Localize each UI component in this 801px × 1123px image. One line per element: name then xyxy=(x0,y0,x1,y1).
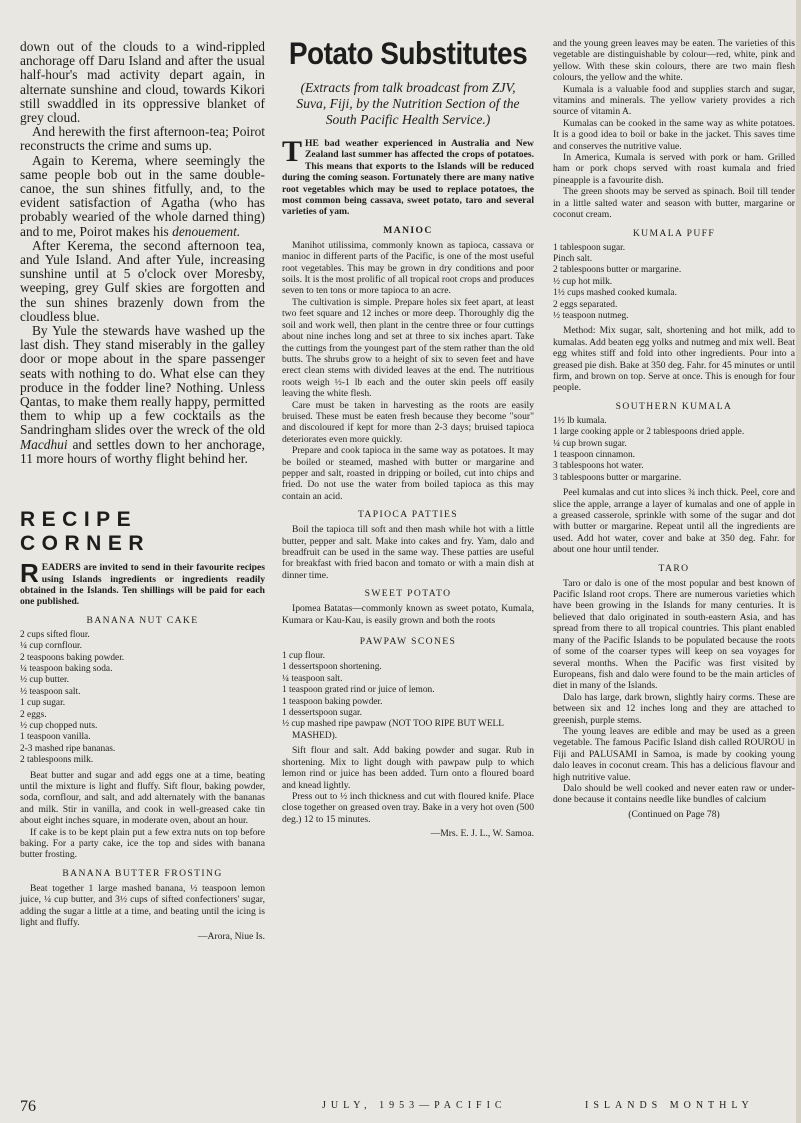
section-paragraph: Kumalas can be cooked in the same way as white potatoes. It is a good idea to boil or bake in the jacket. This saves time and conserves the nutritive value. xyxy=(553,117,795,152)
middle-column xyxy=(282,32,534,839)
recipe-credit: —Mrs. E. J. L., W. Samoa. xyxy=(430,828,534,840)
ingredient: 1 teaspoon grated rind or juice of lemon. xyxy=(282,685,435,696)
ingredient: 1 dessertspoon shortening. xyxy=(282,662,382,673)
left-column xyxy=(20,40,265,942)
page-number: 76 xyxy=(20,1098,36,1115)
section-paragraph: Boil the tapioca till soft and then mash while hot with a little butter, pepper and salt. Make into cakes and fry. Yam, dalo and breadfruit can be used in the same way. These patties are useful for breakfast with fried bacon and tomato or with a main dish at dinner time. xyxy=(282,524,534,581)
ingredient: 2 teaspoons baking powder. xyxy=(20,652,125,663)
method-paragraph: Sift flour and salt. Add baking powder and sugar. Rub in shortening. Mix to light dough with pawpaw pulp to which lemon rind or juice has been added. Turn onto a floured board and knead lightly. xyxy=(282,745,534,791)
method-paragraph: Beat butter and sugar and add eggs one at a time, beating until the mixture is light and fluffy. Sift flour, baking powder, soda, cornflour, and salt, and add alternately with the bananas and milk. Stir in vanilla, and cook in well-greased cake tin about eight inches square, in moderate oven, about an hour. xyxy=(20,769,265,827)
article-intro xyxy=(282,135,534,218)
ingredient: 3 tablespoons butter or margarine. xyxy=(553,472,682,483)
ingredient: 2 eggs separated. xyxy=(553,299,618,310)
ingredient: ½ cup mashed ripe pawpaw (NOT TOO RIPE BUT WELL MASHED). xyxy=(282,719,504,741)
ingredient: ½ cup chopped nuts. xyxy=(20,720,98,731)
section-paragraph: Prepare and cook tapioca in the same way as potatoes. It may be boiled or steamed, mashed with butter or margarine and pepper and salt, roasted in dripping or boiled, cut into chips and fried. Do not use the water from boiled tapioca as this may contain an acid. xyxy=(282,445,534,502)
right-column xyxy=(553,38,795,820)
section-paragraph: Manihot utilissima, commonly known as tapioca, cassava or manioc in different parts of the Pacific, is one of the most useful root vegetables. This may be grown in dry conditions and poor soils. It is the most prolific of all tropical root crops and produces seven to ten tons or more tapioca to an acre. xyxy=(282,239,534,297)
story-paragraph: And herewith the first afternoon-tea; Poirot reconstructs the crime and sums up. xyxy=(20,124,265,154)
ingredient: 1½ lb kumala. xyxy=(553,415,607,426)
section-title: TARO xyxy=(658,562,690,574)
ingredient: 2 eggs. xyxy=(20,709,47,720)
ingredient: 2 cups sifted flour. xyxy=(20,629,90,640)
story-paragraph: down out of the clouds to a wind-rippled anchorage off Daru Island and after the usual half-hour's mad activity depart again, in alternate sunshine and cloud, towards Kikori still swaddled in its oppressive blanket of grey cloud. xyxy=(20,39,265,126)
story-paragraph xyxy=(20,324,265,466)
ingredient: 2 tablespoons milk. xyxy=(20,755,94,766)
method-paragraph: If cake is to be kept plain put a few extra nuts on top before baking. For a party cake, ice the top and sides with banana butter frosting. xyxy=(20,826,265,861)
ingredient-list xyxy=(282,651,534,742)
section-paragraph: Taro or dalo is one of the most popular and best known of Pacific Island root crops. There are numerous varieties which have been growing in the Islands for many centuries. It is believed that dalo originated in south-eastern Asia, and has spread from there to all tropical countries. This plant enabled many of the Pacific Islands to be populated because the roots of some of the coarser types will keep on sea voyages for several months. When the Pacific was first visited by Europeans, fish and dalo were found to be the main articles of diet in many of the Islands. xyxy=(553,577,795,692)
story-italic: Macdhui xyxy=(20,436,68,452)
section-title: SWEET POTATO xyxy=(364,588,452,600)
ingredient: ½ cup hot milk. xyxy=(553,276,613,287)
recipe-corner-intro xyxy=(20,558,265,608)
recipe-method xyxy=(20,770,265,861)
ingredient: 1 teaspoon baking powder. xyxy=(282,696,383,707)
section-paragraph: The green shoots may be served as spinach. Boil till tender in a little salted water and season with butter, margarine or coconut cream. xyxy=(553,186,795,221)
page-edge xyxy=(796,0,801,1123)
section-title: MANIOC xyxy=(383,224,433,236)
section-paragraph: Kumala is a valuable food and supplies starch and sugar, vitamins and minerals. The yellow variety provides a rich source of vitamin A. xyxy=(553,83,795,118)
section-paragraph: Ipomea Batatas—commonly known as sweet potato, Kumala, Kumara or Kau-Kau, is easily grown and both the roots xyxy=(282,603,534,626)
recipe-title: KUMALA PUFF xyxy=(632,227,716,239)
story-paragraph xyxy=(20,154,265,239)
section-paragraph: The cultivation is simple. Prepare holes six feet apart, at least two feet square and 12 inches or more deep. Thoroughly dig the soil and work well, then plant in the centre three or four cuttings about nine inches long and set at three to six inches apart. Take the cuttings from the youngest part of the stem rather than the old butts. The shrubs grow to a height of six to seven feet and have erect clean stems with divided leaves at the end. The nutritious roots weigh ½-1 lb each and the outer skin peels off easily leaving the white flesh. xyxy=(282,296,534,400)
footer-publication-name: ISLANDS MONTHLY xyxy=(585,1100,754,1111)
ingredient: 1 large cooking apple or 2 tablespoons dried apple. xyxy=(553,427,745,438)
ingredient: 2 tablespoons butter or margarine. xyxy=(553,265,682,276)
ingredient: 1½ cups mashed cooked kumala. xyxy=(553,288,677,299)
section-paragraph: and the young green leaves may be eaten. The varieties of this vegetable are distinguishable by colour—red, white, pink and yellow. With these skin colours, there are two main flesh colours, the yellow and the white. xyxy=(553,38,795,84)
intro-text: EADERS are invited to send in their favourite recipes using Islands ingredients or ingredients readily obtained in the Islands. Ten shillings will be paid for each one published. xyxy=(20,562,265,608)
section-paragraph: Dalo should be well cooked and never eaten raw or under-done because it contains needle like bundles of calcium xyxy=(553,782,795,806)
intro-text: HE bad weather experienced in Australia and New Zealand last summer has affected the crops of potatoes. This means that exports to the Islands will be reduced during the coming season. Fortunately there are many native root vegetables which may be used to replace potatoes, the most common being cassava, sweet potato, taro and several varieties of yam. xyxy=(282,138,534,218)
ingredient-list xyxy=(20,630,265,767)
ingredient: 2-3 mashed ripe bananas. xyxy=(20,743,116,754)
article-title: Potato Substitutes xyxy=(288,36,528,71)
ingredient: ½ cup butter. xyxy=(20,675,69,686)
story-paragraph: After Kerema, the second afternoon tea, and Yule Island. And after Yule, increasing sunshine until at 5 o'clock over Moresby, weeping, grey Gulf skies are forgotten and the sun shines brazenly down from the cloudless blue. xyxy=(20,237,265,324)
section-body xyxy=(553,38,795,221)
story-text: Again to Kerema, where seemingly the same people bob out in the same double-canoe, the sun shines fitfully, and, to the evident satisfaction of Agatha (who has probably wearied of the whole darned thing) and to me, Poirot makes his xyxy=(20,152,265,239)
recipe-title: SOUTHERN KUMALA xyxy=(615,400,733,412)
section-paragraph: Dalo has large, dark brown, slightly hairy corms. These are between six and 12 inches long and they are attached to greenish, purple stems. xyxy=(553,691,795,726)
ingredient: ½ teaspoon nutmeg. xyxy=(553,310,629,321)
ingredient-list xyxy=(553,243,795,323)
ingredient: ¼ teaspoon salt. xyxy=(282,673,343,684)
recipe-title: PAWPAW SCONES xyxy=(359,636,457,648)
ingredient: ¼ cup cornflour. xyxy=(20,641,82,652)
continued-note: (Continued on Page 78) xyxy=(628,808,720,820)
section-body xyxy=(282,603,534,626)
ingredient: ½ teaspoon salt. xyxy=(20,686,81,697)
drop-cap: T xyxy=(282,135,303,168)
recipe-title: BANANA BUTTER FROSTING xyxy=(62,867,223,879)
section-body xyxy=(282,240,534,502)
ingredient: 1 cup sugar. xyxy=(20,698,66,709)
ingredient: 1 tablespoon sugar. xyxy=(553,242,626,253)
method-paragraph: Peel kumalas and cut into slices ¾ inch thick. Peel, core and slice the apple, arrange a layer of kumalas and one of apple in a greased casserole, sprinkle with some of the sugar and dot with butter or margarine. Repeat until all the ingredients are used. Add hot water, cover and bake at 350 deg. Fahr. for about one hour until tender. xyxy=(553,487,795,556)
footer-publication-date: JULY, 1953—PACIFIC xyxy=(322,1100,507,1111)
recipe-method xyxy=(20,883,265,929)
recipe-method xyxy=(553,487,795,555)
section-body xyxy=(553,578,795,806)
ingredient: 1 teaspoon vanilla. xyxy=(20,732,91,743)
method-paragraph: Method: Mix sugar, salt, shortening and hot milk, add to kumalas. Add beaten egg yolks and nutmeg and mix well. Beat egg whites stiff and fold into other ingredients. Pour into a greased pie dish. Bake at 350 deg. Fahr. for 45 minutes or until firm, and brown on top. Serve at once. This is enough for four people. xyxy=(553,325,795,394)
story-italic: denouement. xyxy=(172,223,241,239)
method-paragraph: Beat together 1 large mashed banana, ½ teaspoon lemon juice, ¼ cup butter, and 3½ cups of sifted confectioners' sugar, adding the sugar a little at a time, and beating until the icing is light and fluffy. xyxy=(20,882,265,929)
travel-story xyxy=(20,40,265,466)
story-text: By Yule the stewards have washed up the last dish. They stand miserably in the galley door or mope about in the spare passenger seats with nothing to do. What else can they produce in the fodder line? Nothing. Unless Qantas, to make them really happy, permitted them to whip up a few cocktails as the Sandringham slides over the wreck of the old xyxy=(20,323,265,438)
ingredient: 1 cup flour. xyxy=(282,651,325,662)
section-paragraph: Care must be taken in harvesting as the roots are easily bruised. These must be eaten fresh because they become "sour" and discoloured if kept for more than 2-3 days; bruised tapioca deteriorates even more quickly. xyxy=(282,399,534,445)
ingredient: ¼ cup brown sugar. xyxy=(553,438,627,449)
recipe-method xyxy=(553,325,795,393)
drop-cap: R xyxy=(20,558,39,589)
recipe-title: BANANA NUT CAKE xyxy=(86,614,199,626)
ingredient: ¼ teaspoon baking soda. xyxy=(20,663,113,674)
ingredient: 3 tablespoons hot water. xyxy=(553,461,644,472)
recipe-credit: —Arora, Niue Is. xyxy=(197,931,265,943)
recipe-method xyxy=(282,745,534,825)
section-paragraph: The young leaves are edible and may be used as a green vegetable. The famous Pacific Island dish called ROUROU in Fiji and PALUSAMI in Samoa, is made by cooking young dalo leaves in coconut cream. This has a delicious flavour and high nutritive value. xyxy=(553,725,795,783)
ingredient: 1 teaspoon cinnamon. xyxy=(553,450,636,460)
section-title: TAPIOCA PATTIES xyxy=(357,509,459,521)
story-text: and settles down to her anchorage, 11 more hours of worthy flight behind her. xyxy=(20,436,265,466)
recipe-corner-heading: RECIPE CORNER xyxy=(20,508,151,556)
article-subtitle: (Extracts from talk broadcast from ZJV, Suva, Fiji, by the Nutrition Section of the South Pacific Health Service.) xyxy=(296,80,520,127)
method-paragraph: Press out to ½ inch thickness and cut with floured knife. Place close together on greased oven tray. Bake in a very hot oven (500 deg.) 12 to 15 minutes. xyxy=(282,790,534,825)
ingredient: Pinch salt. xyxy=(553,253,593,264)
ingredient: 1 dessertspoon sugar. xyxy=(282,708,362,719)
section-paragraph: In America, Kumala is served with pork or ham. Grilled ham or pork chops served with roast kumala and fried pineapple is a favourite dish. xyxy=(553,152,795,186)
ingredient-list xyxy=(553,416,795,484)
section-body xyxy=(282,524,534,581)
